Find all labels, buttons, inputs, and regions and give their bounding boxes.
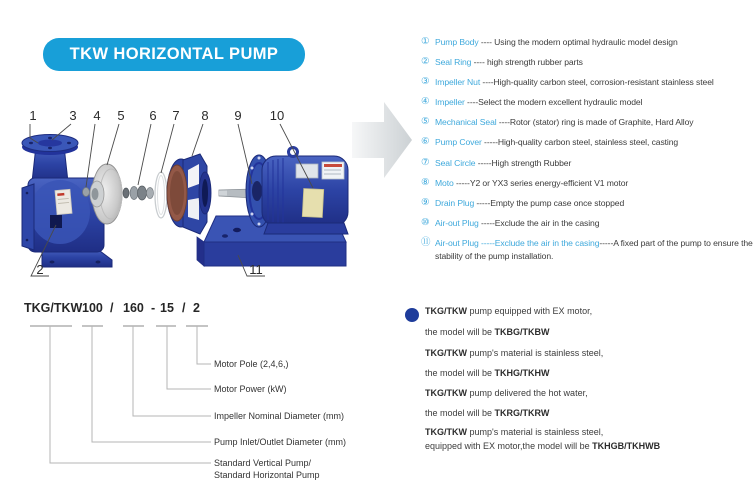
item-number: ② xyxy=(421,56,430,68)
callout-9: 9 xyxy=(234,108,242,123)
variant-text: pump's material is stainless steel, xyxy=(467,348,604,358)
parts-list-item xyxy=(421,36,755,49)
model-code xyxy=(24,301,200,315)
label-standard-horizontal: Standard Horizontal Pump xyxy=(214,470,320,480)
seal-circle-illustration xyxy=(155,172,167,218)
callout-3: 3 xyxy=(69,108,77,123)
part-description: -----Exclude the air in the casing xyxy=(478,217,600,228)
part-description: -----Empty the pump case once stopped xyxy=(474,197,625,208)
part-name: Air-out Plug -----Exclude the air in the casing xyxy=(435,237,600,248)
callout-1: 1 xyxy=(29,108,37,123)
callout-7: 7 xyxy=(172,108,180,123)
part-name: Impeller xyxy=(435,97,465,108)
item-number: ⑨ xyxy=(421,196,430,208)
callout-11: 11 xyxy=(249,262,263,277)
label-standard-vertical: Standard Vertical Pump/ xyxy=(214,458,312,468)
part-name: Seal Circle xyxy=(435,157,476,168)
variant-lead: TKG/TKW xyxy=(425,427,467,437)
part-description: -----High strength Rubber xyxy=(475,157,572,168)
variant-line xyxy=(425,326,550,338)
variant-text: the model will be xyxy=(425,408,495,418)
variant-text: pump equipped with EX motor, xyxy=(467,306,593,316)
label-inlet-outlet: Pump Inlet/Outlet Diameter (mm) xyxy=(214,437,347,447)
model-code-impeller: 160 xyxy=(123,301,144,315)
mechanical-seal-illustration xyxy=(123,186,154,200)
part-name: Drain Plug xyxy=(435,197,475,208)
variant-line xyxy=(425,367,550,379)
part-description: ----Rotor (stator) ring is made of Graphite, Hard Alloy xyxy=(496,117,694,128)
part-description: ---- Using the modern optimal hydraulic model design xyxy=(478,37,678,47)
variant-model: TKHGB/TKHWB xyxy=(592,441,661,451)
callout-4: 4 xyxy=(93,108,101,123)
part-description: -----A fixed part of the pump to ensure the stability of the pump installation. xyxy=(435,237,753,261)
model-code-pole: 2 xyxy=(193,301,200,315)
item-number: ⑤ xyxy=(421,116,430,128)
callout-2: 2 xyxy=(36,262,44,277)
pump-exploded-diagram xyxy=(0,90,430,290)
parts-list-item xyxy=(421,237,755,263)
variant-model: TKBG/TKBW xyxy=(494,327,550,337)
model-code-inlet: 100 xyxy=(82,301,103,315)
bullet-icon xyxy=(405,308,419,322)
callout-10: 10 xyxy=(269,108,285,123)
model-code-series: TKG/TKW xyxy=(24,301,83,315)
part-name: Moto xyxy=(435,177,454,188)
callout-6: 6 xyxy=(149,108,157,123)
label-motor-pole: Motor Pole (2,4,6,) xyxy=(214,359,289,369)
parts-list-item xyxy=(421,136,755,149)
part-name: Air-out Plug xyxy=(435,217,479,228)
variant-line xyxy=(425,426,603,438)
item-number: ④ xyxy=(421,96,430,108)
model-code-sep1: / xyxy=(110,301,114,315)
parts-list-item xyxy=(421,177,755,190)
variant-text: the model will be xyxy=(425,327,495,337)
motor-label-yellow xyxy=(302,188,323,217)
pump-cover-illustration xyxy=(167,154,211,234)
impeller-nut-illustration xyxy=(83,188,90,197)
model-variants xyxy=(400,300,756,475)
page-title: TKW HORIZONTAL PUMP xyxy=(69,45,279,63)
parts-list xyxy=(421,36,755,270)
model-code-leaders xyxy=(50,326,211,463)
parts-list-item xyxy=(421,76,755,89)
item-number: ③ xyxy=(421,76,430,88)
variant-lead: TKG/TKW xyxy=(425,306,467,316)
parts-list-item xyxy=(421,197,755,210)
label-impeller-diameter: Impeller Nominal Diameter (mm) xyxy=(214,411,345,421)
variant-text: pump delivered the hot water, xyxy=(467,388,588,398)
part-name: Impeller Nut xyxy=(435,77,481,88)
variant-line xyxy=(425,440,660,452)
pump-body-label xyxy=(55,189,72,214)
part-description: -----High-quality carbon steel, stainless steel, casting xyxy=(481,137,679,148)
variant-line xyxy=(425,305,592,317)
model-code-power: 15 xyxy=(160,301,174,315)
variant-text: the model will be xyxy=(425,368,495,378)
part-description: -----Y2 or YX3 series energy-efficient V1 motor xyxy=(453,177,629,188)
parts-list-item xyxy=(421,217,755,230)
part-description: ----High-quality carbon steel, corrosion-resistant stainless steel xyxy=(480,77,714,88)
variant-text: pump's material is stainless steel, xyxy=(467,427,604,437)
variant-model: TKRG/TKRW xyxy=(494,408,550,418)
variant-line xyxy=(425,407,549,419)
item-number: ⑪ xyxy=(421,236,431,248)
item-number: ⑦ xyxy=(421,156,430,168)
right-arrow-icon xyxy=(352,102,412,178)
item-number: ① xyxy=(421,36,430,47)
part-name: Pump Cover xyxy=(435,137,482,148)
label-motor-power: Motor Power (kW) xyxy=(214,384,287,394)
item-number: ⑧ xyxy=(421,176,430,188)
parts-list-item xyxy=(421,157,755,170)
variant-lead: TKG/TKW xyxy=(425,348,467,358)
model-code-sep3: / xyxy=(182,301,186,315)
model-code-sep2: - xyxy=(151,301,156,315)
variant-line xyxy=(425,347,603,359)
product-title-banner xyxy=(43,38,305,71)
model-code-legend xyxy=(18,296,368,500)
callout-5: 5 xyxy=(117,108,125,123)
part-name: Mechanical Seal xyxy=(435,117,497,128)
part-description: ----Select the modern excellent hydraulic model xyxy=(464,97,643,108)
variant-lead: TKG/TKW xyxy=(425,388,467,398)
callout-8: 8 xyxy=(201,108,209,123)
part-name: Seal Ring xyxy=(435,57,472,68)
item-number: ⑥ xyxy=(421,136,430,148)
part-name: Pump Body xyxy=(435,37,479,47)
part-description: ---- high strength rubber parts xyxy=(471,57,583,68)
variant-model: TKHG/TKHW xyxy=(494,368,550,378)
parts-list-item xyxy=(421,116,755,129)
parts-list-item xyxy=(421,56,755,69)
variant-line xyxy=(425,387,588,399)
variant-text: equipped with EX motor,the model will be xyxy=(425,441,593,451)
item-number: ⑩ xyxy=(421,216,430,228)
parts-list-item xyxy=(421,96,755,109)
